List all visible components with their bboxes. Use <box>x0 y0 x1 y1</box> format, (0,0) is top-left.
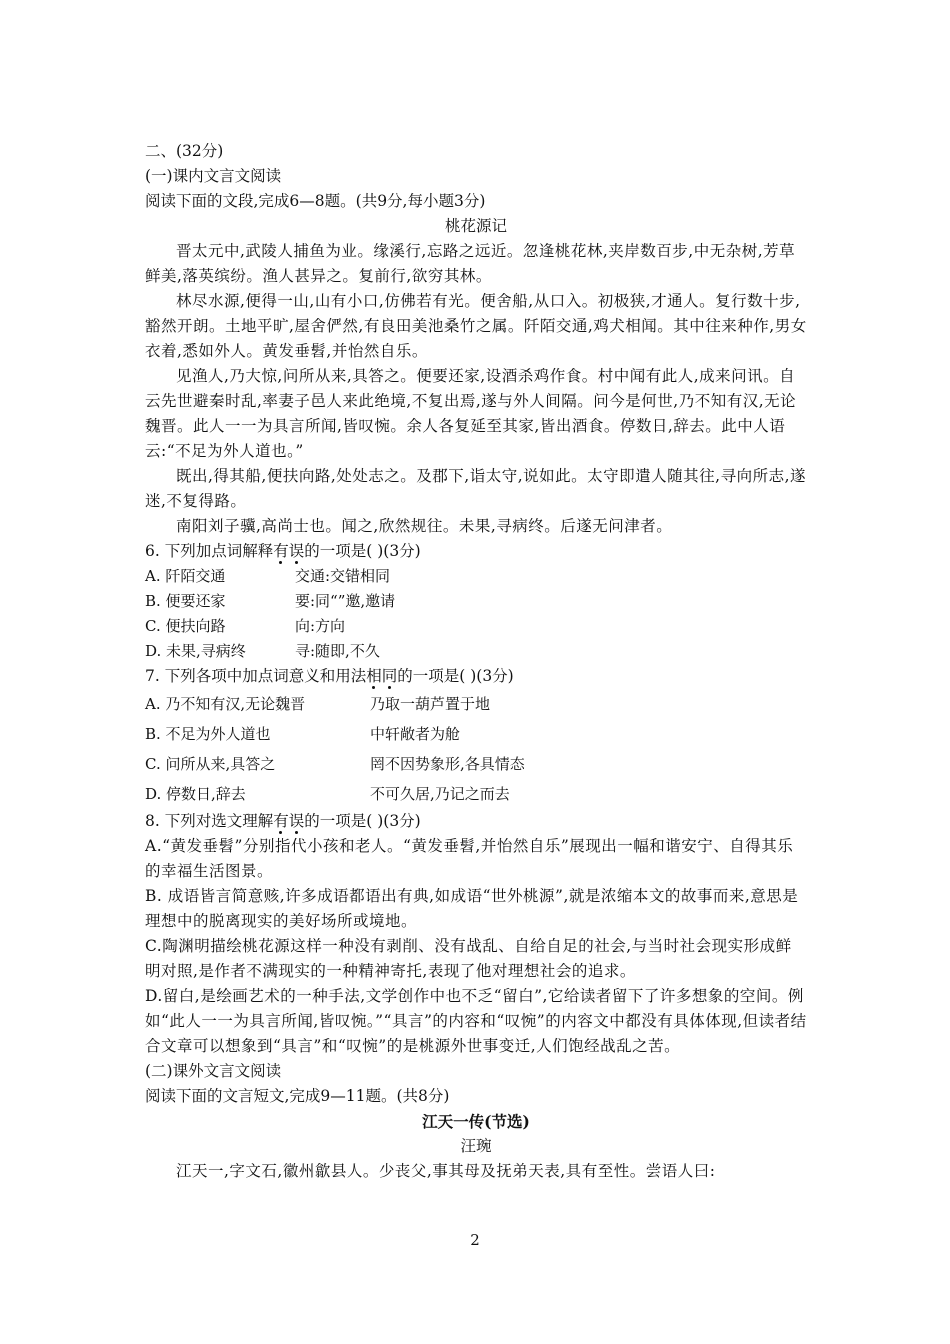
question-6-stem: 6. 下列加点词解释有误的一项是( )(3分) <box>145 542 421 560</box>
question-7-option: C. 问所从来,具答之 罔不因势象形,各具情态 <box>145 755 525 773</box>
text2-first-line: 江天一,字文石,徽州歙县人。少丧父,事其母及抚弟天表,具有至性。尝语人曰: <box>176 1162 716 1180</box>
part1-instruction: 阅读下面的文段,完成6—8题。(共9分,每小题3分) <box>145 192 486 210</box>
question-7-option: D. 停数日,辞去 不可久居,乃记之而去 <box>145 785 510 803</box>
question-8-option: C.陶渊明描绘桃花源这样一种没有剥削、没有战乱、自给自足的社会,与当时社会现实形成鲜明对照,是作者不满现实的一种精神寄托,表现了他对理想社会的追求。 <box>145 937 792 980</box>
content-column <box>145 139 807 1184</box>
question-6-option: B. 便要还家 要:同“”邀,邀请 <box>145 592 396 610</box>
part2-instruction: 阅读下面的文言短文,完成9—11题。(共8分) <box>145 1087 450 1105</box>
page-number: 2 <box>470 1231 480 1249</box>
part2-title: (二)课外文言文阅读 <box>145 1062 282 1080</box>
paragraph: 晋太元中,武陵人捕鱼为业。缘溪行,忘路之远近。忽逢桃花林,夹岸数百步,中无杂树,芳草鲜美,落英缤纷。渔人甚异之。复前行,欲穷其林。 <box>145 242 796 285</box>
text2-title: 江天一传(节选) <box>422 1112 530 1131</box>
question-6-option: C. 便扶向路 向:方向 <box>145 617 346 635</box>
text-title: 桃花源记 <box>444 217 507 235</box>
question-6-option: D. 未果,寻病终 寻:随即,不久 <box>145 642 380 660</box>
question-8-option: B. 成语皆言简意赅,许多成语都语出有典,如成语“世外桃源”,就是浓缩本文的故事而来,意思是理想中的脱离现实的美好场所或境地。 <box>145 887 799 930</box>
question-8-option: D.留白,是绘画艺术的一种手法,文学创作中也不乏“留白”,它给读者留下了许多想象的空间。例如“此人一一为具言所闻,皆叹惋。”“具言”的内容和“叹惋”的内容文中都没有具体体现,但读者结合文章可以想象到“具言”和“叹惋”的是桃源外世事变迁,人们饱经战乱之苦。 <box>145 987 807 1055</box>
paragraph: 见渔人,乃大惊,问所从来,具答之。便要还家,设酒杀鸡作食。村中闻有此人,成来问讯。自云先世避秦时乱,率妻子邑人来此绝境,不复出焉,遂与外人间隔。问今是何世,乃不知有汉,无论魏晋。此人一一为具言所闻,皆叹惋。余人各复延至其家,皆出酒食。停数日,辞去。此中人语云:“不足为外人道也。” <box>145 367 797 460</box>
question-7-stem: 7. 下列各项中加点词意义和用法相同的一项是( )(3分) <box>145 667 514 685</box>
question-8-stem: 8. 下列对选文理解有误的一项是( )(3分) <box>145 812 421 830</box>
paragraph: 既出,得其船,便扶向路,处处志之。及郡下,诣太守,说如此。太守即遣人随其往,寻向所志,遂迷,不复得路。 <box>145 467 806 510</box>
paragraph: 林尽水源,便得一山,山有小口,仿佛若有光。便舍船,从口入。初极狭,才通人。复行数十步,豁然开朗。土地平旷,屋舍俨然,有良田美池桑竹之属。阡陌交通,鸡犬相闻。其中往来种作,男女衣着,悉如外人。黄发垂髫,并怡然自乐。 <box>145 292 807 360</box>
question-7-option: A. 乃不知有汉,无论魏晋 乃取一葫芦置于地 <box>145 695 491 713</box>
text2-author: 汪琬 <box>460 1137 492 1155</box>
question-6-option: A. 阡陌交通 交通:交错相同 <box>145 567 391 585</box>
paragraph: 南阳刘子骥,高尚士也。闻之,欣然规往。未果,寻病终。后遂无问津者。 <box>176 517 673 535</box>
question-7-option: B. 不足为外人道也 中轩敞者为舱 <box>145 725 461 743</box>
part1-title: (一)课内文言文阅读 <box>145 167 282 185</box>
question-8-option: A.“黄发垂髫”分别指代小孩和老人。“黄发垂髫,并怡然自乐”展现出一幅和谐安宁、自得其乐的幸福生活图景。 <box>145 837 794 880</box>
section-header: 二、(32分) <box>145 142 224 160</box>
